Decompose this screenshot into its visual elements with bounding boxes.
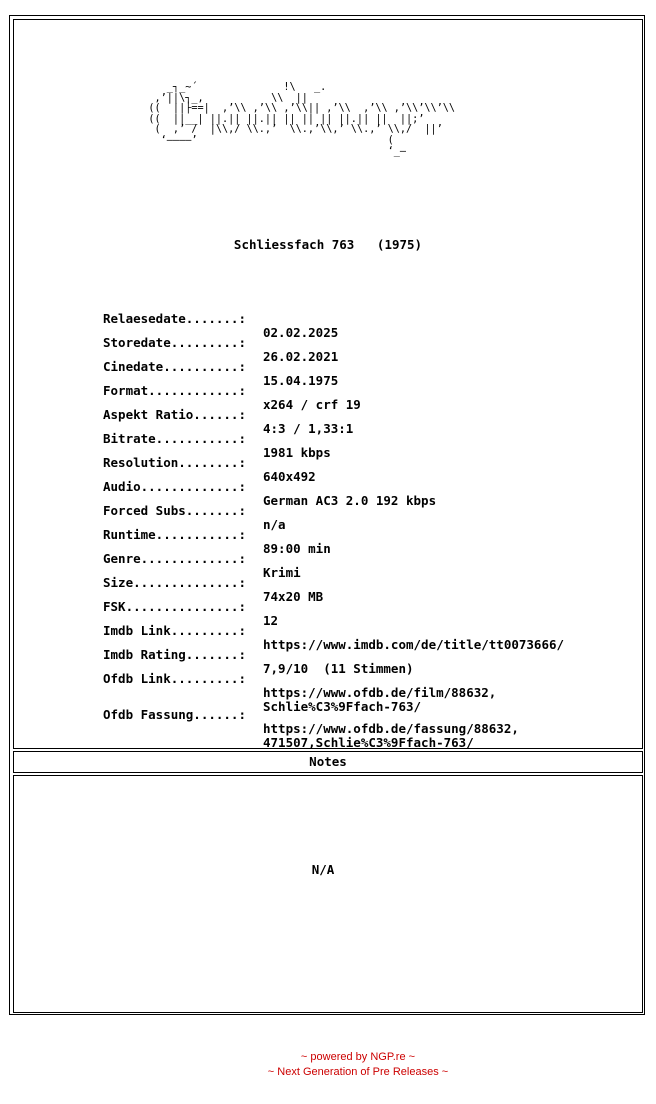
info-value: n/a: [263, 517, 286, 532]
release-year: (1975): [376, 237, 423, 252]
info-label: Genre.............:: [103, 551, 246, 566]
info-value: 89:00 min: [263, 541, 331, 556]
footer-tagline: ~ Next Generation of Pre Releases ~: [267, 1066, 449, 1078]
ofdb-fassung-link[interactable]: https://www.ofdb.de/fassung/88632, 471507,Schlie%C3%9Ffach-763/: [263, 721, 519, 750]
release-name: Schliessfach 763: [233, 237, 355, 252]
info-value: 7,9/10 (11 Stimmen): [263, 661, 414, 676]
info-label: Format............:: [103, 383, 246, 398]
info-value: 12: [263, 613, 279, 628]
info-value: 1981 kbps: [263, 445, 331, 460]
info-label: Relaesedate.......:: [103, 311, 246, 326]
info-value: 02.02.2025: [263, 325, 339, 340]
ascii-logo: _┐_~´ !\ _. ,’||\┐_, \\ || (( ||├==| ,’\\ ,’\\ ,’\\|| ,’\\ ,’\\ ,’\\’\\’\\ (( ||__| ||.|| ||.|| || || || ||.|| || ||;’ ( ,’ / |\\,/ \\.,’ \\.,’\\,’ \\.,’ \\,/ ||’ ‘————’ ( ‘_—: [148, 82, 456, 157]
info-label: Cinedate..........:: [103, 359, 246, 374]
info-value: 26.02.2021: [263, 349, 339, 364]
info-label: FSK...............:: [103, 599, 246, 614]
info-value: Krimi: [263, 565, 301, 580]
footer-powered-by: ~ powered by NGP.re ~: [300, 1051, 416, 1063]
info-label: Size..............:: [103, 575, 246, 590]
info-label: Runtime...........:: [103, 527, 246, 542]
info-value: 640x492: [263, 469, 316, 484]
info-value: 4:3 / 1,33:1: [263, 421, 354, 436]
info-label: Imdb Rating.......:: [103, 647, 246, 662]
info-label: Ofdb Link.........:: [103, 671, 246, 686]
info-label: Bitrate...........:: [103, 431, 246, 446]
info-value: 74x20 MB: [263, 589, 324, 604]
imdb-link[interactable]: https://www.imdb.com/de/title/tt0073666/: [263, 637, 565, 652]
info-label: Imdb Link.........:: [103, 623, 246, 638]
info-value: x264 / crf 19: [263, 397, 361, 412]
info-label: Aspekt Ratio......:: [103, 407, 246, 422]
notes-title: Notes: [309, 754, 347, 769]
info-value: 15.04.1975: [263, 373, 339, 388]
notes-text: N/A: [311, 862, 335, 877]
info-label: Audio.............:: [103, 479, 246, 494]
info-label: Ofdb Fassung......:: [103, 707, 246, 722]
info-label: Forced Subs.......:: [103, 503, 246, 518]
notes-panel: [13, 775, 643, 1013]
info-label: Resolution........:: [103, 455, 246, 470]
ofdb-link[interactable]: https://www.ofdb.de/film/88632, Schlie%C3%9Ffach-763/: [263, 685, 497, 714]
info-value: German AC3 2.0 192 kbps: [263, 493, 437, 508]
release-title: [0, 237, 656, 252]
info-label: Storedate.........:: [103, 335, 246, 350]
